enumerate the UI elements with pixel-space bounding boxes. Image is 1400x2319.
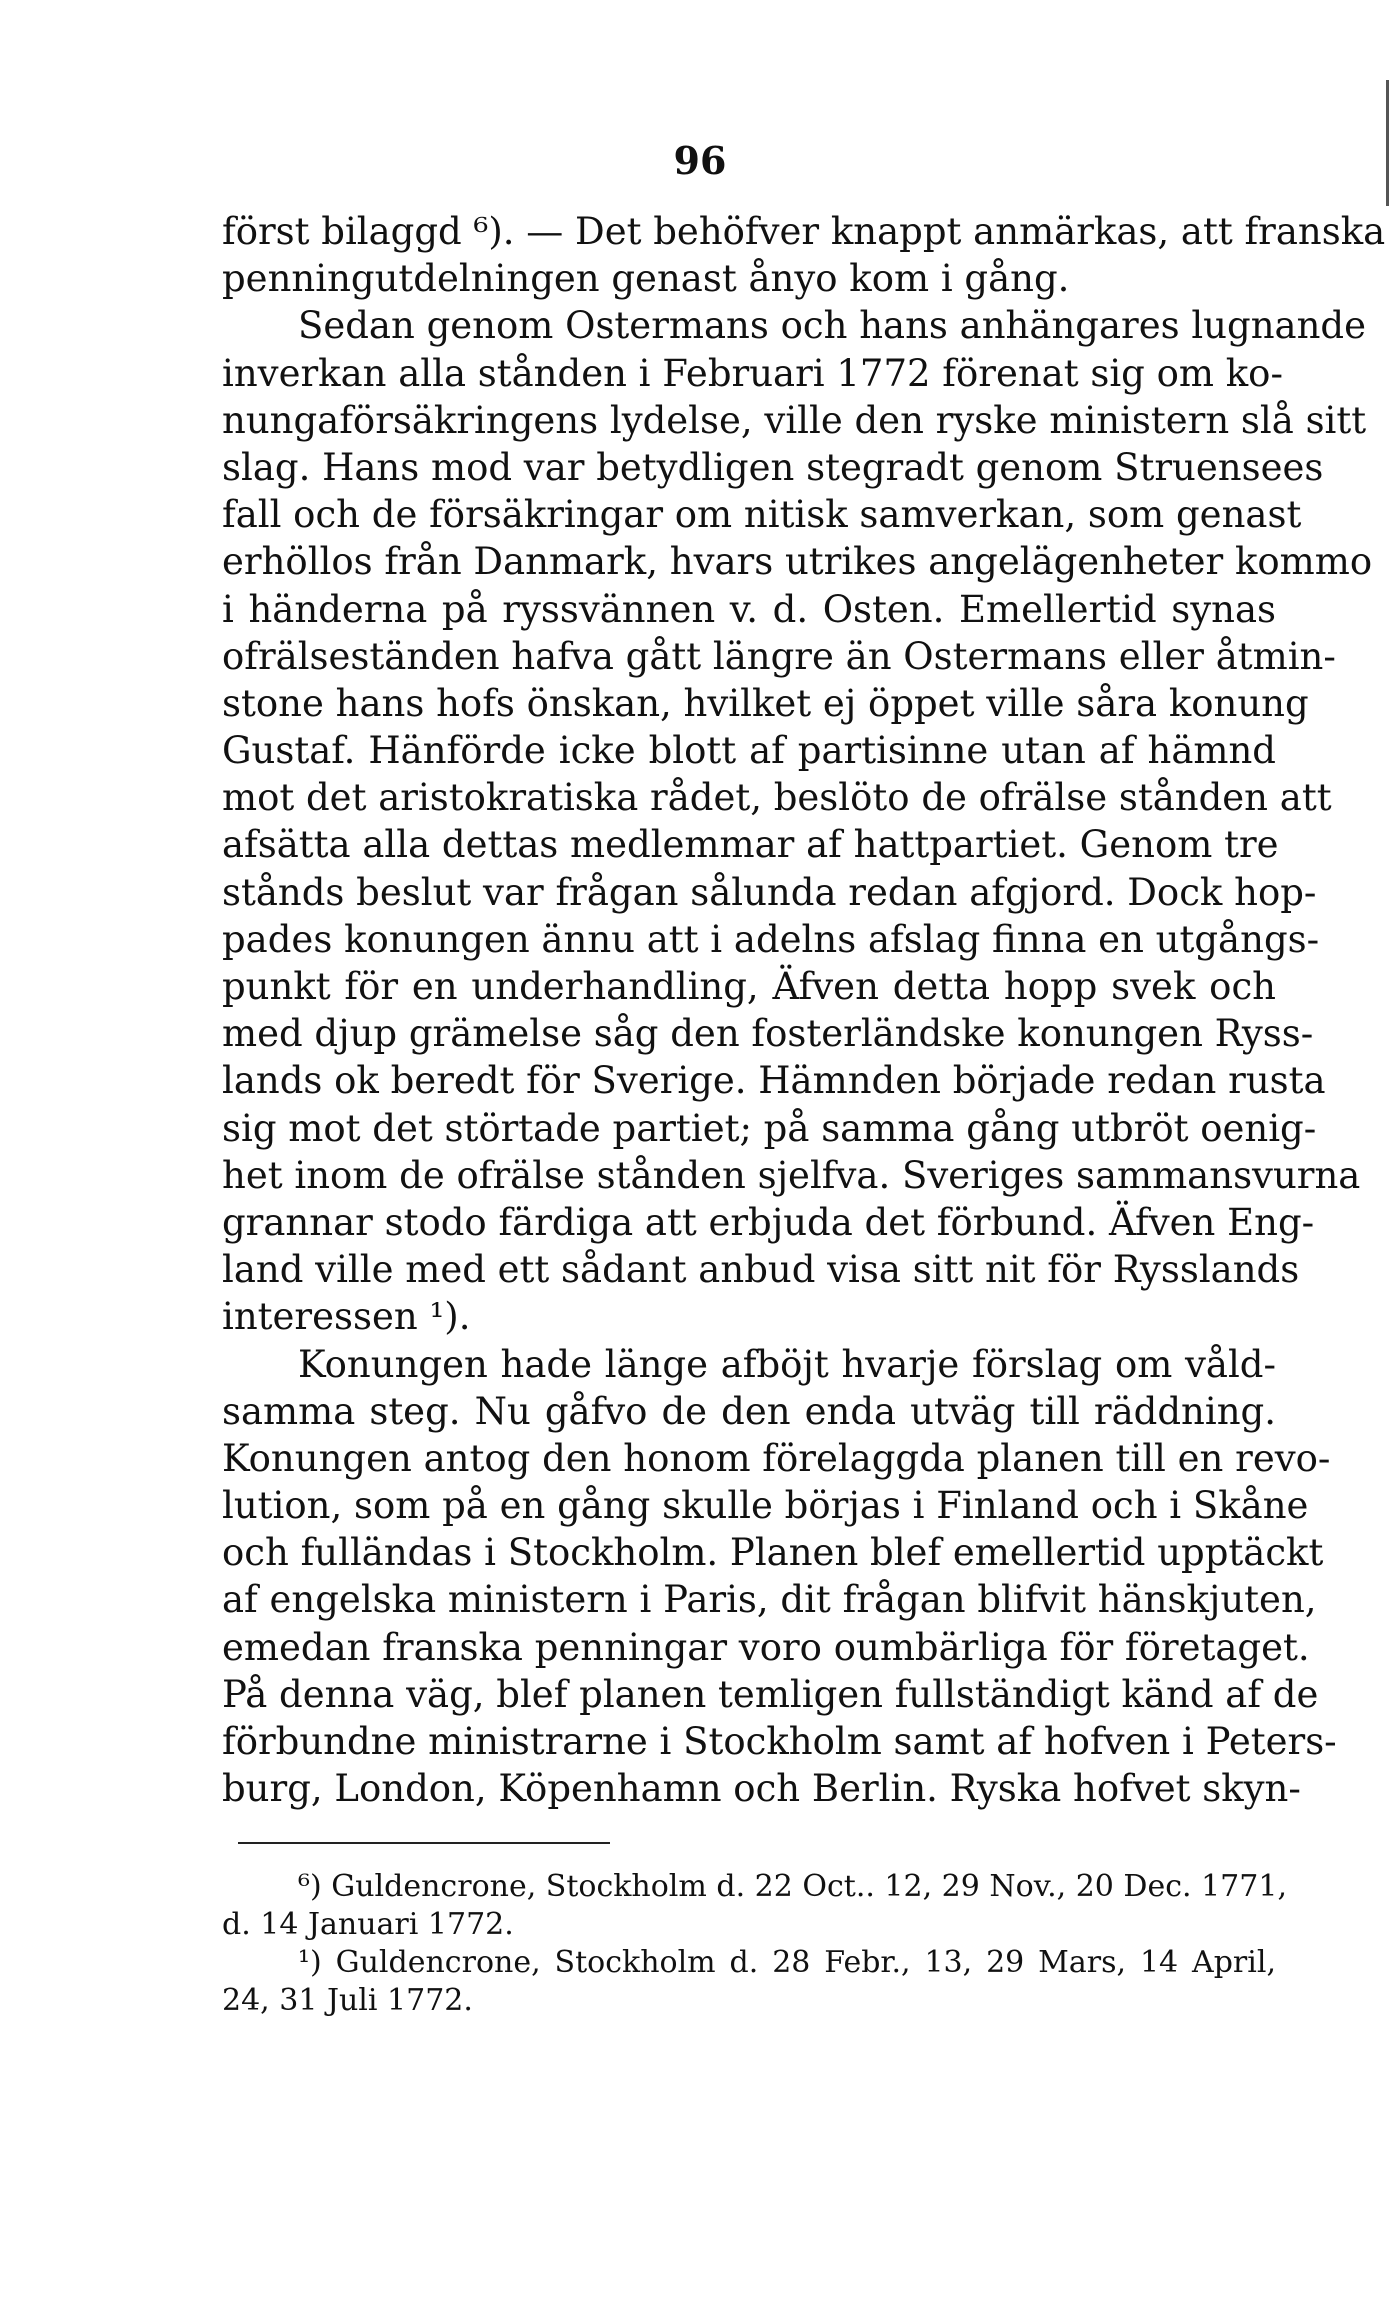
text-line: interessen ¹).	[222, 1295, 471, 1339]
text-line: nungaförsäkringens lydelse, ville den ryske ministern slå sitt	[222, 398, 1367, 442]
text-line: Konungen hade länge afböjt hvarje förslag om våld-	[298, 1342, 1276, 1386]
text-line: burg, London, Köpenhamn och Berlin. Ryska hofvet skyn-	[222, 1767, 1301, 1811]
text-line: förbundne ministrarne i Stockholm samt af hofven i Peters-	[222, 1720, 1337, 1763]
text-line: stone hans hofs önskan, hvilket ej öppet ville såra konung	[222, 681, 1309, 725]
text-line: med djup grämelse såg den fosterländske konungen Ryss-	[222, 1012, 1314, 1056]
text-line: pades konungen ännu att i adelns afslag finna en utgångs-	[222, 917, 1320, 961]
text-line: emedan franska penningar voro oumbärliga för företaget.	[222, 1625, 1310, 1669]
footnote-line: d. 14 Januari 1772.	[222, 1907, 514, 1942]
text-line: lution, som på en gång skulle börjas i Finland och i Skåne	[222, 1484, 1309, 1528]
footnote-line: ¹) Guldencrone, Stockholm d. 28 Febr., 13, 29 Mars, 14 April,	[298, 1945, 1276, 1980]
text-line: inverkan alla stånden i Februari 1772 förenat sig om ko-	[222, 351, 1283, 395]
text-line: land ville med ett sådant anbud visa sitt nit för Rysslands	[222, 1248, 1300, 1292]
text-line: erhöllos från Danmark, hvars utrikes angelägenheter kommo	[222, 540, 1373, 584]
footnote-line: ⁶) Guldencrone, Stockholm d. 22 Oct.. 12, 29 Nov., 20 Dec. 1771,	[298, 1869, 1287, 1904]
text-line: ofrälseständen hafva gått längre än Ostermans eller åtmin-	[222, 634, 1336, 678]
text-line: först bilaggd ⁶). — Det behöfver knappt anmärkas, att franska	[222, 210, 1386, 253]
text-line: het inom de ofrälse stånden sjelfva. Sveriges sammansvurna	[222, 1153, 1361, 1197]
text-line: slag. Hans mod var betydligen stegradt genom Struensees	[222, 445, 1324, 489]
text-line: sig mot det störtade partiet; på samma gång utbröt oenig-	[222, 1106, 1317, 1150]
footnotes	[222, 1868, 1287, 2020]
footnote-separator	[238, 1842, 610, 1844]
text-line: och fulländas i Stockholm. Planen blef emellertid upptäckt	[222, 1531, 1324, 1575]
text-line: fall och de försäkringar om nitisk samverkan, som genast	[222, 493, 1302, 537]
body-text	[222, 208, 1386, 1812]
text-line: Gustaf. Hänförde icke blott af partisinne utan af hämnd	[222, 729, 1276, 773]
footnote-line: 24, 31 Juli 1772.	[222, 1983, 473, 2018]
text-line: Sedan genom Ostermans och hans anhängares lugnande	[298, 304, 1366, 348]
text-line: grannar stodo färdiga att erbjuda det förbund. Äfven Eng-	[222, 1200, 1315, 1244]
text-line: På denna väg, blef planen temligen fullständigt känd af de	[222, 1672, 1319, 1716]
text-line: afsätta alla dettas medlemmar af hattpartiet. Genom tre	[222, 823, 1279, 867]
text-line: Konungen antog den honom förelaggda planen till en revo-	[222, 1436, 1331, 1480]
text-line: lands ok beredt för Sverige. Hämnden började redan rusta	[222, 1059, 1326, 1103]
text-line: i händerna på ryssvännen v. d. Osten. Emellertid synas	[222, 587, 1276, 631]
text-line: mot det aristokratiska rådet, beslöto de ofrälse stånden att	[222, 776, 1332, 820]
text-line: samma steg. Nu gåfvo de den enda utväg till räddning.	[222, 1389, 1276, 1433]
text-line: stånds beslut var frågan sålunda redan afgjord. Dock hop-	[222, 870, 1317, 914]
page-number: 96	[673, 138, 727, 183]
text-line: punkt för en underhandling, Äfven detta hopp svek och	[222, 965, 1276, 1008]
text-line: penningutdelningen genast ånyo kom i gång.	[222, 257, 1070, 301]
text-line: af engelska ministern i Paris, dit frågan blifvit hänskjuten,	[222, 1578, 1317, 1622]
